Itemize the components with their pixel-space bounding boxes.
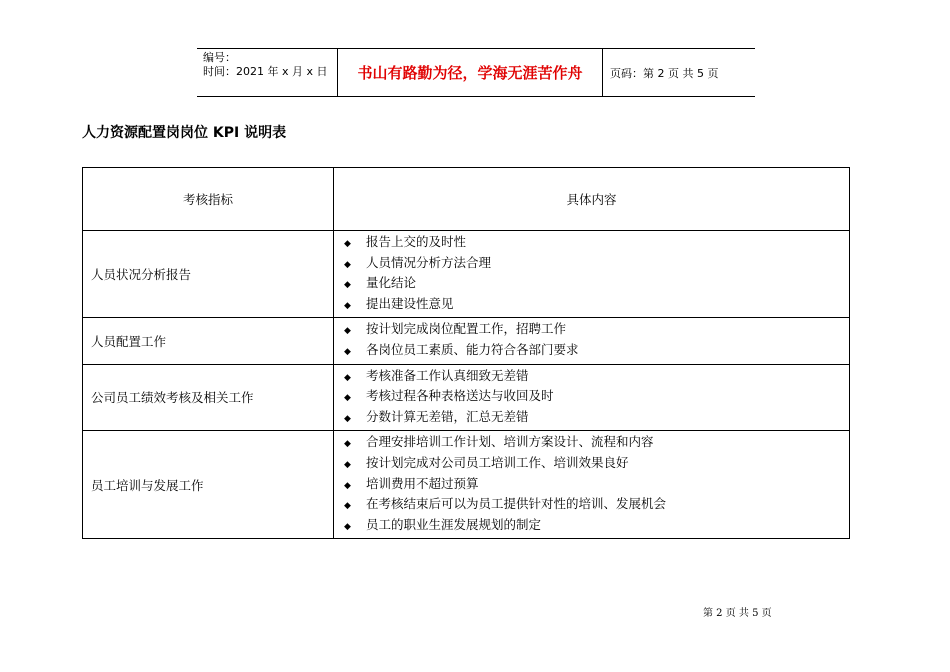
kpi-item-list bbox=[334, 231, 849, 317]
diamond-bullet-icon: ◆ bbox=[344, 501, 351, 512]
header-motto: 书山有路勤为径，学海无涯苦作舟 bbox=[338, 49, 603, 96]
diamond-bullet-icon: ◆ bbox=[344, 372, 351, 383]
diamond-bullet-icon: ◆ bbox=[344, 300, 351, 311]
diamond-bullet-icon: ◆ bbox=[344, 521, 351, 532]
diamond-bullet-icon: ◆ bbox=[344, 326, 351, 337]
kpi-item-text: 人员情况分析方法合理 bbox=[366, 254, 492, 270]
list-item bbox=[344, 454, 849, 475]
diamond-bullet-icon: ◆ bbox=[344, 239, 351, 249]
header-page-info: 页码：第 2 页 共 5 页 bbox=[610, 66, 719, 80]
kpi-item-text: 考核准备工作认真细致无差错 bbox=[366, 367, 529, 383]
table-row bbox=[83, 431, 850, 539]
diamond-bullet-icon: ◆ bbox=[344, 346, 351, 357]
diamond-bullet-icon: ◆ bbox=[344, 393, 351, 404]
list-item bbox=[344, 475, 849, 496]
kpi-item-list bbox=[334, 318, 849, 363]
document-date-label: 时间：2021 年 x 月 x 日 bbox=[203, 65, 328, 78]
kpi-item-text: 各岗位员工素质、能力符合各部门要求 bbox=[366, 341, 579, 357]
list-item bbox=[344, 341, 849, 362]
kpi-item-text: 合理安排培训工作计划、培训方案设计、流程和内容 bbox=[366, 434, 654, 450]
kpi-item-list bbox=[334, 365, 849, 431]
table-header-row bbox=[83, 168, 850, 231]
diamond-bullet-icon: ◆ bbox=[344, 413, 351, 424]
column-header-content: 具体内容 bbox=[334, 168, 850, 231]
table-row bbox=[83, 364, 850, 431]
diamond-bullet-icon: ◆ bbox=[344, 480, 351, 491]
kpi-item-text: 按计划完成对公司员工培训工作、培训效果良好 bbox=[366, 454, 629, 470]
kpi-item-text: 员工的职业生涯发展规划的制定 bbox=[366, 516, 542, 532]
diamond-bullet-icon: ◆ bbox=[344, 259, 351, 270]
kpi-content-cell bbox=[334, 231, 850, 318]
table-row bbox=[83, 231, 850, 318]
kpi-indicator-cell: 人员配置工作 bbox=[83, 318, 334, 364]
kpi-item-text: 考核过程各种表格送达与收回及时 bbox=[366, 388, 554, 404]
table-row bbox=[83, 318, 850, 364]
kpi-item-list bbox=[334, 431, 849, 538]
diamond-bullet-icon: ◆ bbox=[344, 439, 351, 450]
kpi-indicator-cell: 人员状况分析报告 bbox=[83, 231, 334, 318]
kpi-content-cell bbox=[334, 364, 850, 431]
page-header bbox=[197, 48, 755, 97]
list-item bbox=[344, 274, 849, 295]
kpi-indicator-cell: 公司员工绩效考核及相关工作 bbox=[83, 364, 334, 431]
kpi-table bbox=[82, 167, 850, 539]
kpi-item-text: 报告上交的及时性 bbox=[366, 234, 467, 249]
kpi-item-text: 培训费用不超过预算 bbox=[366, 475, 479, 491]
kpi-indicator-cell: 员工培训与发展工作 bbox=[83, 431, 334, 539]
column-header-indicator: 考核指标 bbox=[83, 168, 334, 231]
list-item bbox=[344, 387, 849, 408]
diamond-bullet-icon: ◆ bbox=[344, 459, 351, 470]
list-item bbox=[344, 295, 849, 316]
header-meta bbox=[197, 49, 338, 96]
list-item bbox=[344, 516, 849, 537]
list-item bbox=[344, 254, 849, 275]
kpi-item-text: 在考核结束后可以为员工提供针对性的培训、发展机会 bbox=[366, 496, 667, 512]
document-number-label: 编号： bbox=[203, 51, 236, 64]
document-title: 人力资源配置岗岗位 KPI 说明表 bbox=[82, 125, 287, 141]
list-item bbox=[344, 408, 849, 429]
kpi-item-text: 量化结论 bbox=[366, 275, 417, 291]
kpi-content-cell bbox=[334, 318, 850, 364]
diamond-bullet-icon: ◆ bbox=[344, 280, 351, 291]
list-item bbox=[344, 433, 849, 454]
kpi-item-text: 分数计算无差错，汇总无差错 bbox=[366, 408, 529, 424]
kpi-item-text: 按计划完成岗位配置工作，招聘工作 bbox=[366, 321, 567, 337]
list-item bbox=[344, 233, 849, 254]
kpi-item-text: 提出建设性意见 bbox=[366, 295, 454, 311]
list-item bbox=[344, 320, 849, 341]
list-item bbox=[344, 495, 849, 516]
page-footer: 第 2 页 共 5 页 bbox=[703, 608, 772, 619]
list-item bbox=[344, 367, 849, 388]
kpi-content-cell bbox=[334, 431, 850, 539]
